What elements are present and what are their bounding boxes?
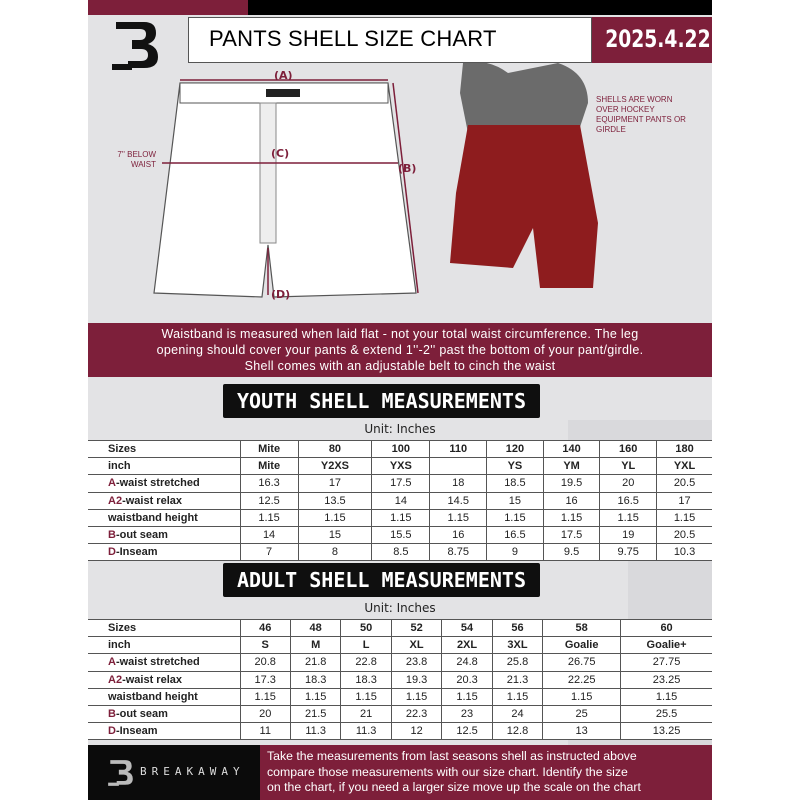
- table-cell: 1.15: [290, 688, 340, 705]
- youth-size-table: [88, 440, 712, 561]
- table-cell: 16.5: [487, 526, 544, 543]
- table-cell: 14: [240, 526, 298, 543]
- row-label: [88, 458, 240, 475]
- table-cell: 3XL: [492, 637, 542, 654]
- table-cell: 18.3: [290, 671, 340, 688]
- table-cell: M: [290, 637, 340, 654]
- table-cell: 17.3: [240, 671, 290, 688]
- table-cell: Mite: [240, 458, 298, 475]
- banner-line: Shell comes with an adjustable belt to cinch the waist: [244, 359, 556, 373]
- table-cell: 20: [240, 705, 290, 722]
- youth-section-title: YOUTH SHELL MEASUREMENTS: [223, 384, 540, 418]
- row-label: [88, 441, 240, 458]
- row-label: [88, 492, 240, 509]
- table-cell: 13.5: [298, 492, 372, 509]
- table-cell: 16.3: [240, 475, 298, 492]
- table-cell: 140: [543, 441, 600, 458]
- table-cell: 16.5: [600, 492, 657, 509]
- shorts-outline: [154, 83, 416, 297]
- table-cell: 16: [430, 526, 487, 543]
- banner-line: Waistband is measured when laid flat - not your total waist circumference. The leg: [161, 327, 639, 341]
- table-cell: 17: [657, 492, 712, 509]
- table-cell: 48: [290, 620, 340, 637]
- row-label: [88, 654, 240, 671]
- table-row: [88, 705, 712, 722]
- table-cell: 8: [298, 544, 372, 561]
- table-cell: 17.5: [372, 475, 430, 492]
- table-row: [88, 475, 712, 492]
- table-cell: 80: [298, 441, 372, 458]
- table-cell: 15.5: [372, 526, 430, 543]
- table-cell: 20.5: [657, 475, 712, 492]
- table-cell: 21.8: [290, 654, 340, 671]
- table-cell: 7: [240, 544, 298, 561]
- table-cell: 25.5: [621, 705, 712, 722]
- table-row: [88, 441, 712, 458]
- table-cell: 15: [487, 492, 544, 509]
- adult-unit: Unit: Inches: [364, 601, 436, 615]
- table-cell: 23.8: [391, 654, 441, 671]
- table-cell: 23: [442, 705, 492, 722]
- table-cell: 52: [391, 620, 441, 637]
- date-badge: [592, 17, 712, 63]
- table-cell: 23.25: [621, 671, 712, 688]
- row-label-prefix: A2: [108, 673, 123, 686]
- table-cell: 1.15: [487, 509, 544, 526]
- row-label-prefix: B: [108, 529, 116, 542]
- fly-panel: [260, 103, 276, 243]
- table-cell: 20.3: [442, 671, 492, 688]
- table-cell: 1.15: [543, 509, 600, 526]
- footer-brand-name: BREAKAWAY: [140, 765, 245, 778]
- row-label: [88, 544, 240, 561]
- row-label-text: -waist stretched: [115, 477, 200, 490]
- row-label-text: waistband height: [108, 511, 198, 524]
- table-cell: 17.5: [543, 526, 600, 543]
- table-cell: 58: [543, 620, 621, 637]
- table-cell: L: [341, 637, 391, 654]
- table-cell: 27.75: [621, 654, 712, 671]
- table-cell: 11: [240, 723, 290, 740]
- table-cell: 1.15: [600, 509, 657, 526]
- table-cell: 50: [341, 620, 391, 637]
- row-label: [88, 671, 240, 688]
- row-label-prefix: A2: [108, 494, 123, 507]
- table-cell: 22.8: [341, 654, 391, 671]
- row-label-text: -out seam: [115, 708, 168, 721]
- table-row: [88, 544, 712, 561]
- table-cell: 21: [341, 705, 391, 722]
- table-cell: 19.3: [391, 671, 441, 688]
- table-cell: XL: [391, 637, 441, 654]
- label-a: (A): [274, 69, 293, 82]
- size-chart-page: [88, 0, 712, 800]
- banner-line: opening should cover your pants & extend 1''-2'' past the bottom of your pant/girdle.: [156, 343, 644, 357]
- row-label-text: -Inseam: [115, 725, 158, 738]
- table-cell: 1.15: [240, 509, 298, 526]
- table-cell: 26.75: [543, 654, 621, 671]
- row-label-text: -out seam: [115, 529, 168, 542]
- table-cell: Goalie+: [621, 637, 712, 654]
- row-label-prefix: D: [108, 546, 116, 559]
- table-cell: 9.75: [600, 544, 657, 561]
- row-label-text: Sizes: [108, 622, 137, 635]
- table-cell: YXL: [657, 458, 712, 475]
- table-cell: 12.8: [492, 723, 542, 740]
- shell-note: SHELLS ARE WORN OVER HOCKEY EQUIPMENT PANTS OR GIRDLE: [596, 95, 686, 134]
- row-label-text: inch: [108, 460, 131, 473]
- table-cell: 100: [372, 441, 430, 458]
- row-label-prefix: D: [108, 725, 116, 738]
- table-row: [88, 509, 712, 526]
- row-label: [88, 705, 240, 722]
- table-cell: Y2XS: [298, 458, 372, 475]
- table-cell: 9: [487, 544, 544, 561]
- table-cell: Goalie: [543, 637, 621, 654]
- table-row: [88, 637, 712, 654]
- page-title: PANTS SHELL SIZE CHART: [188, 17, 592, 63]
- row-label: [88, 637, 240, 654]
- table-cell: 9.5: [543, 544, 600, 561]
- buckle: [266, 89, 300, 97]
- table-cell: 16: [543, 492, 600, 509]
- row-label-text: -waist stretched: [115, 656, 200, 669]
- table-cell: 10.3: [657, 544, 712, 561]
- label-b: (B): [398, 162, 417, 175]
- row-label: [88, 509, 240, 526]
- table-cell: 13: [543, 723, 621, 740]
- table-cell: 1.15: [240, 688, 290, 705]
- table-cell: 14: [372, 492, 430, 509]
- table-cell: 18.5: [487, 475, 544, 492]
- table-cell: 120: [487, 441, 544, 458]
- table-cell: 12.5: [240, 492, 298, 509]
- footer-line: Take the measurements from last seasons shell as instructed above: [267, 749, 637, 763]
- row-label-prefix: A: [108, 477, 116, 490]
- measurement-instructions-banner: [88, 323, 712, 377]
- table-cell: 110: [430, 441, 487, 458]
- label-d: (D): [271, 288, 291, 301]
- table-cell: 13.25: [621, 723, 712, 740]
- table-cell: S: [240, 637, 290, 654]
- table-row: [88, 620, 712, 637]
- table-cell: [430, 458, 487, 475]
- table-cell: 18: [430, 475, 487, 492]
- table-row: [88, 458, 712, 475]
- table-cell: 18.3: [341, 671, 391, 688]
- row-label: [88, 723, 240, 740]
- footer-brand: [88, 745, 260, 800]
- row-label-prefix: A: [108, 656, 116, 669]
- table-cell: 19: [600, 526, 657, 543]
- date-text: 2025.4.22: [605, 25, 711, 53]
- table-cell: 1.15: [341, 688, 391, 705]
- row-label: [88, 620, 240, 637]
- table-cell: YL: [600, 458, 657, 475]
- table-cell: 22.25: [543, 671, 621, 688]
- row-label: [88, 526, 240, 543]
- table-cell: 160: [600, 441, 657, 458]
- table-cell: 21.5: [290, 705, 340, 722]
- table-cell: 1.15: [372, 509, 430, 526]
- row-label-text: inch: [108, 639, 131, 652]
- table-cell: 1.15: [543, 688, 621, 705]
- table-cell: 1.15: [391, 688, 441, 705]
- table-cell: YXS: [372, 458, 430, 475]
- table-cell: YS: [487, 458, 544, 475]
- table-cell: 20.5: [657, 526, 712, 543]
- youth-unit: Unit: Inches: [364, 422, 436, 436]
- table-row: [88, 654, 712, 671]
- table-cell: 17: [298, 475, 372, 492]
- table-cell: 25: [543, 705, 621, 722]
- table-cell: YM: [543, 458, 600, 475]
- footer-instructions: [260, 745, 712, 800]
- table-cell: 11.3: [341, 723, 391, 740]
- top-strip-black: [248, 0, 712, 15]
- red-shell-pants: [450, 125, 598, 288]
- table-cell: 1.15: [430, 509, 487, 526]
- table-cell: 19.5: [543, 475, 600, 492]
- footer-line: compare those measurements with our size chart. Identify the size: [267, 764, 628, 779]
- table-cell: 2XL: [442, 637, 492, 654]
- row-label-text: -waist relax: [122, 494, 182, 507]
- table-cell: 8.75: [430, 544, 487, 561]
- row-label: [88, 688, 240, 705]
- hockey-girdle: [460, 63, 588, 133]
- table-cell: 1.15: [621, 688, 712, 705]
- table-cell: 12: [391, 723, 441, 740]
- table-cell: 56: [492, 620, 542, 637]
- table-cell: 24: [492, 705, 542, 722]
- table-cell: 22.3: [391, 705, 441, 722]
- table-cell: 12.5: [442, 723, 492, 740]
- table-cell: 1.15: [442, 688, 492, 705]
- table-row: [88, 723, 712, 740]
- row-label-text: -waist relax: [122, 673, 182, 686]
- table-cell: 20: [600, 475, 657, 492]
- label-c: (C): [271, 147, 290, 160]
- table-cell: 1.15: [298, 509, 372, 526]
- adult-size-table: [88, 619, 712, 740]
- row-label-text: -Inseam: [115, 546, 158, 559]
- table-row: [88, 526, 712, 543]
- table-cell: 180: [657, 441, 712, 458]
- row-label: [88, 475, 240, 492]
- footer-logo-icon: [106, 757, 136, 789]
- top-strip-maroon: [88, 0, 248, 15]
- table-cell: 15: [298, 526, 372, 543]
- below-waist-note: 7'' BELOW WAIST: [117, 150, 156, 169]
- table-cell: 20.8: [240, 654, 290, 671]
- table-row: [88, 492, 712, 509]
- table-cell: 46: [240, 620, 290, 637]
- table-cell: 8.5: [372, 544, 430, 561]
- row-label-prefix: B: [108, 708, 116, 721]
- table-cell: 11.3: [290, 723, 340, 740]
- row-label-text: Sizes: [108, 443, 137, 456]
- table-cell: 60: [621, 620, 712, 637]
- table-cell: 14.5: [430, 492, 487, 509]
- table-cell: 21.3: [492, 671, 542, 688]
- table-row: [88, 671, 712, 688]
- table-cell: 24.8: [442, 654, 492, 671]
- table-cell: Mite: [240, 441, 298, 458]
- table-cell: 54: [442, 620, 492, 637]
- adult-section-title: ADULT SHELL MEASUREMENTS: [223, 563, 540, 597]
- row-label-text: waistband height: [108, 690, 198, 703]
- table-row: [88, 688, 712, 705]
- footer-line: on the chart, if you need a larger size move up the scale on the chart: [267, 780, 641, 794]
- table-cell: 1.15: [492, 688, 542, 705]
- table-cell: 1.15: [657, 509, 712, 526]
- table-cell: 25.8: [492, 654, 542, 671]
